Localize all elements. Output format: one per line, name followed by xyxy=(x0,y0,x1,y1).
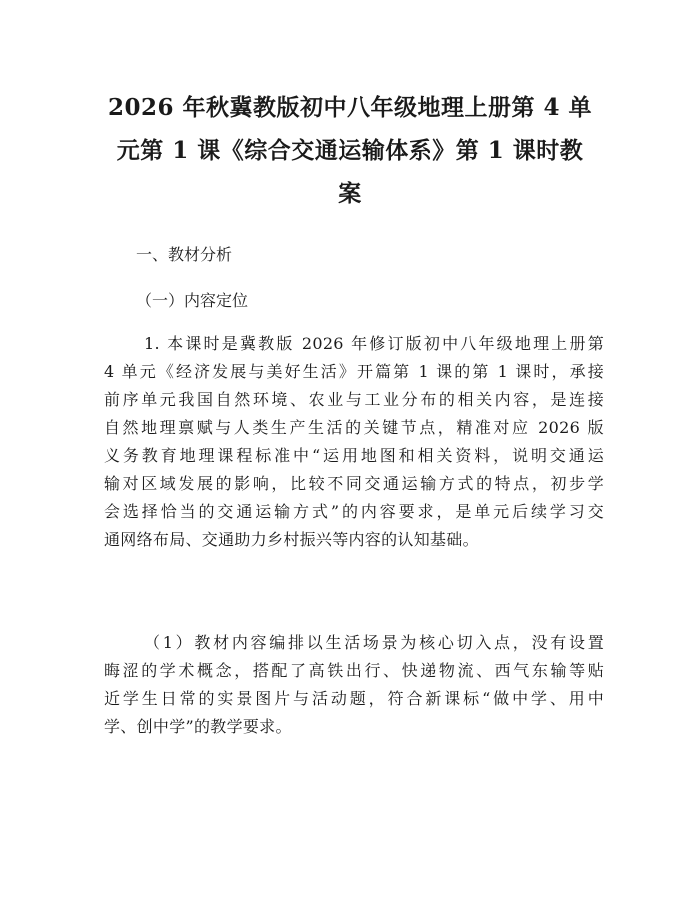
paragraph-line: 义务教育地理课程标准中“运用地图和相关资料，说明交通运 xyxy=(104,446,604,465)
paragraph-line: 自然地理禀赋与人类生产生活的关键节点，精准对应 2026 版 xyxy=(104,418,604,437)
paragraph-line: 近学生日常的实景图片与活动题，符合新课标“做中学、用中 xyxy=(104,689,604,708)
paragraph-textbook-arrangement xyxy=(104,629,604,741)
paragraph-content-positioning xyxy=(104,330,604,554)
document-title xyxy=(95,86,605,215)
paragraph-line: 晦涩的学术概念，搭配了高铁出行、快递物流、西气东输等贴 xyxy=(104,661,604,680)
paragraph-line: 会选择恰当的交通运输方式”的内容要求，是单元后续学习交 xyxy=(104,502,604,521)
paragraph-line: 输对区域发展的影响，比较不同交通运输方式的特点，初步学 xyxy=(104,474,604,493)
paragraph-line: 1. 本课时是冀教版 2026 年修订版初中八年级地理上册第 xyxy=(144,334,604,353)
paragraph-line: （1）教材内容编排以生活场景为核心切入点，没有设置 xyxy=(144,633,604,652)
subsection-heading: （一）内容定位 xyxy=(136,291,249,310)
paragraph-line: 4 单元《经济发展与美好生活》开篇第 1 课的第 1 课时，承接 xyxy=(104,362,604,381)
paragraph-line: 通网络布局、交通助力乡村振兴等内容的认知基础。 xyxy=(104,530,479,549)
section-heading: 一、教材分析 xyxy=(136,245,233,264)
title-line: 元第 1 课《综合交通运输体系》第 1 课时教 xyxy=(116,137,584,164)
paragraph-line: 学、创中学”的教学要求。 xyxy=(104,717,292,736)
paragraph-line: 前序单元我国自然环境、农业与工业分布的相关内容，是连接 xyxy=(104,390,604,409)
title-line: 2026 年秋冀教版初中八年级地理上册第 4 单 xyxy=(107,94,593,121)
title-line: 案 xyxy=(338,180,362,207)
